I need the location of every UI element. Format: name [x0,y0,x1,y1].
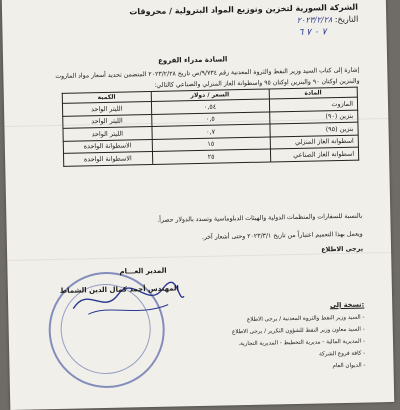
price-table [62,87,359,167]
header-price: السعر / دولار [151,89,269,101]
cell-unit: الليتر الواحد [63,126,152,140]
reference-number: ٧ ٠ ٧ ٦ [298,27,327,38]
cc-title: نسخة إلى: [329,300,365,310]
signatory-name: المهندس أحمد كمال الدين الشماط [59,284,179,295]
letterhead-date: التاريخ: ٢٠٢٣/٢/٢٨ [296,14,359,25]
salutation: السادة مدراء الفروع [157,55,228,65]
cell-price: ٠,٥٤ [151,99,269,114]
cell-price: ٠,٥ [151,111,269,126]
signatory-title: المدير العـــام [119,266,167,276]
cell-price: ١٥ [152,136,270,151]
cell-material: اسطوانة الغاز الصناعي [270,147,359,161]
cc-item: - السيد وزير النفط والثروة المعدنية / يرجى الاطلاع [246,314,365,323]
cell-price: ٠,٧ [151,124,269,139]
date-value: ٢٠٢٣/٢/٢٨ [296,15,333,25]
cell-unit: الاسطوانة الواحدة [63,139,152,153]
fold-crease [7,252,391,261]
cell-material: بنزين (٩٠) [269,110,358,124]
cell-unit: الاسطوانة الواحدة [63,151,152,165]
cell-unit: الليتر الواحد [62,101,151,115]
cell-unit: الليتر الواحد [63,114,152,128]
cc-item: - الديوان العام [332,362,366,370]
header-material: المادة [269,87,358,99]
cell-price: ٢٥ [152,149,270,164]
intro-paragraph: إشارة إلى كتاب السيد وزير النفط والثروة المعدنية رقم ٩/٧٣٤/ص تاريخ ٢٠٢٣/٢/٢٨ المتضمن تحديد أسعار مواد المازوت والبنزين اوكتان ٩٠ والبنزين اوكتان ٩٥ واسطوانة الغاز المنزلي والصناعي كالتالي: [55,66,360,89]
letterhead-org: الشركة السورية لتخزين وتوزيع المواد البترولية / محروقات [129,2,359,17]
paragraph-effective-date: ويعمل بهذا التعميم اعتباراً من تاريخ ٢٠٢٣/٣/١ وحتى أشعار آخر. [201,230,363,241]
cell-material: بنزين (٩٥) [269,122,358,136]
paragraph-please-note: يرجى الاطلاع [321,244,364,254]
paragraph-embassies: بالنسبة للسفارات والمنظمات الدولية والهيئات الدبلوماسية وتسدد بالدولار حصراً. [157,212,363,224]
cc-item: - المديرية المالية - مديرية التخطيط - المديرية التجارية. [238,338,366,348]
cell-material: اسطوانة الغاز المنزلي [270,135,359,149]
cc-item: - السيد معاون وزير النفط للشؤون التكرير / يرجى الاطلاع [231,326,365,336]
header-unit: الكمية [62,91,151,103]
document-page [2,0,395,410]
date-label: التاريخ [337,14,359,25]
cell-material: المازوت [269,97,358,111]
cc-item: - كافة فروع الشركة [318,350,366,358]
